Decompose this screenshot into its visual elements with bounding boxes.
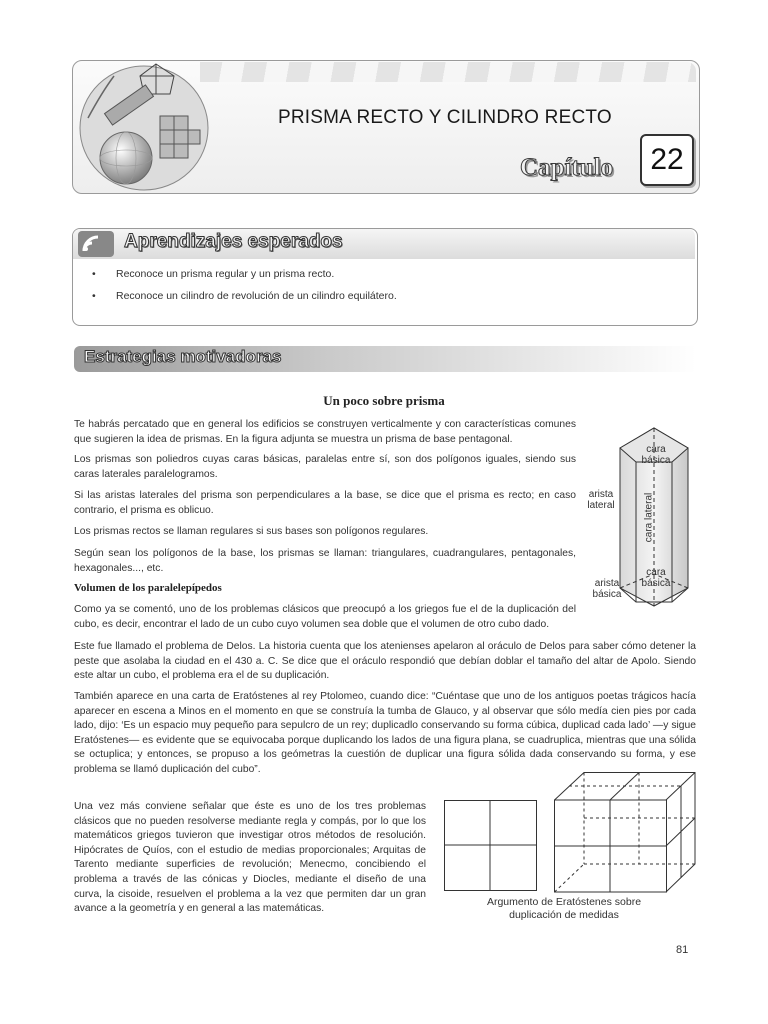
paragraph: También aparece en una carta de Eratóstenes al rey Ptolomeo, cuando dice: “Cuéntase que uno de los antiguos poetas trágicos hacía aparecer en escena a Minos en el momento en que se construía la tumba de Glauco, y al observar que sólo medía cien pies por cada lado, dijo: ‘Es un espacio muy pequeño para sepulcro de un rey; duplicadlo conservando su forma cúbica, duplicad cada lado’ —y sigue Eratóstenes— es evidente que se equivocaba porque duplicando los lados de una figura plana, se cuadruplica, mientras que una sólida se octuplica; y entonces, se propuso a los geómetras la cuestión de duplicar una figura sólida dada conservando su forma, y ese problema se llamó duplicación del cubo”. [74, 691, 696, 775]
objective-text: Reconoce un cilindro de revolución de un cilindro equilátero. [116, 290, 397, 302]
objective-item [92, 268, 335, 280]
bullet-icon: • [92, 290, 96, 302]
header-decorative-stripe [200, 62, 696, 82]
chapter-label: Capítulo [520, 154, 614, 181]
paragraph: Si las aristas laterales del prisma son perpendiculares a la base, se dice que el prisma es recto; en caso contrario, el prisma es oblicuo. [74, 490, 576, 516]
chapter-number-badge: 22 [640, 134, 694, 186]
page-number: 81 [676, 944, 689, 956]
objectives-icon [78, 231, 114, 257]
subheading: Volumen de los paralelepípedos [74, 582, 222, 594]
objective-text: Reconoce un prisma regular y un prisma recto. [116, 268, 335, 280]
paragraph: Como ya se comentó, uno de los problemas clásicos que preocupó a los griegos fue el de la duplicación del cubo, es decir, encontrar el lado de un cubo cuyo volumen sea doble que el volumen de otro cubo dado. [74, 604, 576, 630]
paragraph: Los prismas rectos se llaman regulares si sus bases son polígonos regulares. [74, 526, 429, 537]
paragraph: Te habrás percatado que en general los edificios se construyen verticalmente y con características comunes que sugieren la idea de prismas. En la figura adjunta se muestra un prisma de base pentagonal. [74, 419, 576, 445]
objective-item [92, 290, 397, 302]
chapter-title: PRISMA RECTO Y CILINDRO RECTO [278, 107, 612, 128]
cube-figure-caption: Argumento de Eratóstenes sobre duplicación de medidas [486, 896, 642, 921]
label-arista-lateral: arista lateral [587, 489, 615, 511]
doubled-cube-figure [554, 772, 696, 894]
paragraph: Según sean los polígonos de la base, los prismas se llaman: triangulares, cuadrangulares, pentagonales, hexagonales..., etc. [74, 548, 576, 574]
learning-objectives-title: Aprendizajes esperados [124, 231, 343, 252]
paragraph: Una vez más conviene señalar que éste es uno de los tres problemas clásicos que no pueden resolverse mediante regla y compás, por lo que los matemáticos griegos tuvieron que investigar otros métodos de resolución. Hipócrates de Quíos, con el estudio de medias proporcionales; Arquitas de Tarento mediante superficies de revolución; Menecmo, concibiendo el problema a través de las cónicas y Diocles, mediante el diseño de una curva, la cisoide, resuelven el problema a la vez que permiten dar un gran avance a la geometría y en general a las matemáticas. [74, 801, 426, 915]
label-arista-basica: arista básica [592, 578, 622, 600]
label-cara-lateral: cara lateral [643, 492, 655, 543]
label-cara-basica-bottom: cara básica [641, 567, 671, 589]
square-grid-figure [444, 800, 538, 892]
label-cara-basica-top: cara básica [641, 444, 671, 466]
paragraph: Este fue llamado el problema de Delos. La historia cuenta que los atenienses apelaron al oráculo de Delos para saber cómo detener la peste que asolaba la ciudad en el 430 a. C. Se dice que el oráculo respondió que debían doblar el tamaño del altar de Apolo. Siendo este altar un cubo, el problema era el de su duplicación. [74, 641, 696, 682]
bullet-icon: • [92, 268, 96, 280]
paragraph: Los prismas son poliedros cuyas caras básicas, paralelas entre sí, son dos polígonos iguales, siendo sus caras laterales paralelogramos. [74, 454, 576, 480]
geometry-illustration [74, 58, 214, 194]
strategies-title: Estrategias motivadoras [84, 347, 282, 366]
section-title: Un poco sobre prisma [323, 393, 445, 408]
